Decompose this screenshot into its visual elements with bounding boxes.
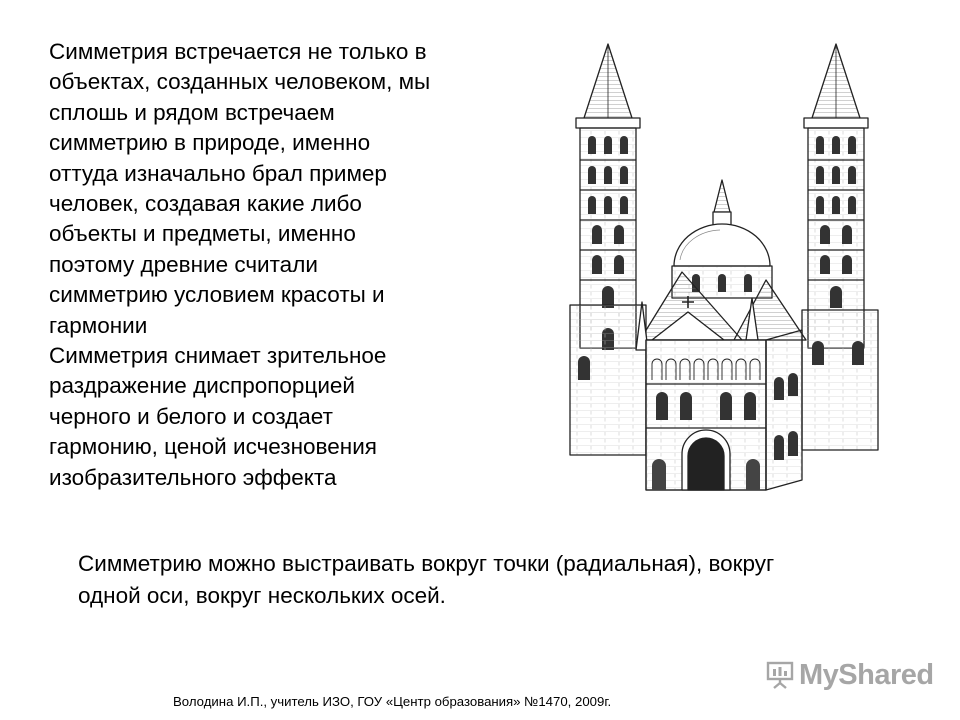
bottom-text-block — [78, 548, 938, 612]
side-nave — [766, 330, 802, 490]
left-tower — [570, 44, 646, 455]
main-text-block — [49, 37, 519, 493]
text-line: симметрию условием красоты и — [49, 282, 385, 308]
text-line: человек, создавая какие либо — [49, 191, 362, 217]
text-line: объекты и предметы, именно — [49, 221, 356, 247]
text-line: оттуда изначально брал пример — [49, 160, 387, 186]
footer-credit: Володина И.П., учитель ИЗО, ГОУ «Центр образования» №1470, 2009г. — [173, 694, 612, 709]
text-line: гармонию, ценой исчезновения — [49, 434, 377, 460]
text-line: Симметрия снимает зрительное — [49, 343, 387, 369]
cathedral-illustration — [556, 40, 892, 495]
paragraph-nature-symmetry — [49, 37, 519, 341]
text-line: черного и белого и создает — [49, 403, 333, 429]
paragraph-visual-effect — [49, 341, 519, 493]
text-line: объектах, созданных человеком, мы — [49, 69, 431, 95]
right-tower — [802, 44, 878, 450]
watermark-logo — [765, 658, 934, 692]
text-line: Симметрию можно выстраивать вокруг точки (радиальная), вокруг — [78, 551, 775, 576]
text-line: раздражение диспропорцией — [49, 373, 355, 399]
text-line: одной оси, вокруг нескольких осей. — [78, 583, 446, 608]
text-line: симметрию в природе, именно — [49, 130, 371, 156]
text-line: гармонии — [49, 312, 148, 338]
text-line: Симметрия встречается не только в — [49, 39, 427, 64]
text-line: поэтому древние считали — [49, 251, 318, 277]
presentation-board-icon — [765, 660, 795, 690]
text-line: сплошь и рядом встречаем — [49, 99, 335, 125]
text-line: изобразительного эффекта — [49, 464, 337, 490]
watermark-text: MyShared — [799, 658, 934, 691]
